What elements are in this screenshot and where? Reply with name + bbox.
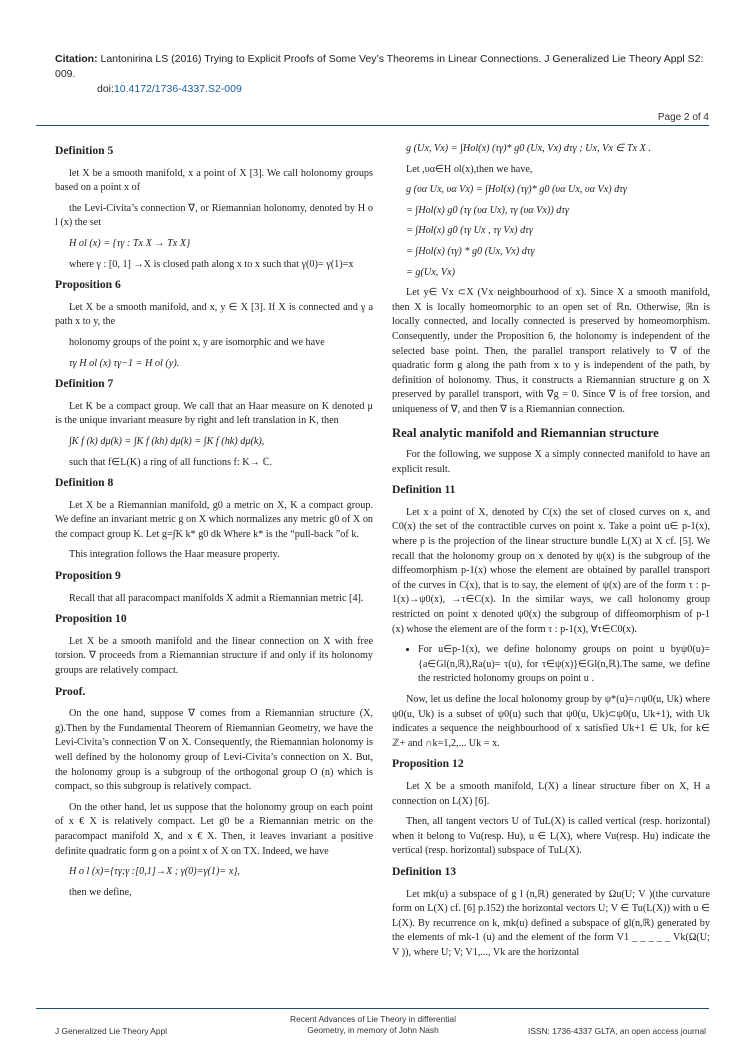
doi-prefix: doi: <box>97 83 114 95</box>
section-heading: Proposition 10 <box>55 612 127 626</box>
paragraph: Let mk(u) a subspace of g l (n,ℝ) generated by Ωu(U; V )(the curvature form on L(X) cf. [6] p.152) the horizontal vectors U; V ∈ Tu(L(X)) with u ∈ L(X). By recurrence on k, mk(u) defined a subspace of gl(n,ℝ) generated by the elements of mk-1 (u) and the element of the form V1 _ _ _ _ _ Vk(Ω(U; V )), where U; V; V1,..., Vk are the horizontal <box>392 888 710 958</box>
citation-label: Citation: <box>55 53 98 65</box>
equation: = g(Ux, Vx) <box>406 266 456 278</box>
equation: = ∫Hol(x) (τγ) * g0 (Ux, Vx) dτγ <box>406 245 535 257</box>
section-heading: Proposition 12 <box>392 757 464 771</box>
footer-rule <box>36 1008 709 1009</box>
right-column <box>392 138 710 967</box>
paragraph: Let X be a Riemannian manifold, g0 a metric on X, K a compact group. We define an invariant metric g on X which normalizes any metric g0 of X on the compact group K. Let g=∫K k* g0 dk Where k* is the “pull-back ”of k. <box>55 499 374 540</box>
paragraph: Let y∈ Vx ⊂X (Vx neighbourhood of x). Since X a smooth manifold, then X is locally homeomorphic to an open set of ℝn. Otherwise, ℝn is locally connected, and locally connected is preserved by homeomorphism. Consequently, under the Proposition 6, the holonomy is independent of the selected base point. Then, the parallel transport relatively to ∇ of the quadratic form g along the path from x to y is independent of the path, by definition of holonomy. Thus, it constructs a Riemannian structure g on X preserved by parallel transport, with ∇g = 0. Since ∇ is of free torsion, and uniqueness of ∇, and then ∇ is a Riemannian connection. <box>392 287 710 415</box>
paragraph: the Levi-Civita’s connection ∇, or Riemannian holonomy, denoted by H o l (x) the set <box>55 202 373 229</box>
equation: g (υα Ux, υα Vx) = ∫Hol(x) (τγ)* g0 (υα Ux, υα Vx) dτγ <box>406 184 627 196</box>
equation: = ∫Hol(x) g0 (τγ (υα Ux), τγ (υα Vx)) dτγ <box>406 204 570 216</box>
paragraph: Now, let us define the local holonomy group by ψ*(u)=∩ψ0(u, Uk) where ψ0(u, Uk) is a subset of ψ0(u) such that ψ0(u, Uk)⊂ψ0(u, Uk+1), with Uk indicates a sequence the neighbourhood of x satisfied Uk+1 ∈ Uk, for k∈ ℤ+ and ∩k=1,2,... Uk = x. <box>392 694 710 749</box>
section-heading: Definition 8 <box>55 476 114 490</box>
bullet-list <box>392 643 710 687</box>
equation: g (Ux, Vx) = ∫Hol(x) (τγ)* g0 (Ux, Vx) dτγ ; Ux, Vx ∈ Tx X . <box>406 143 651 154</box>
major-heading: Real analytic manifold and Riemannian structure <box>392 425 659 440</box>
paragraph: On the other hand, let us suppose that the holonomy group on each point of x € X is relatively compact. Let g0 be a Riemannian metric on the paracompact manifold X, and x € X. Then, it leaves invariant a positive definite quadratic form g on a point x of X on TX. Indeed, we have <box>55 801 373 857</box>
page-number: Page 2 of 4 <box>657 112 709 123</box>
paragraph: let X be a smooth manifold, x a point of X [3]. We call holonomy groups based on a point x of <box>55 167 373 194</box>
paragraph: such that f∈L(K) a ring of all functions f: K→ ℂ. <box>69 456 272 468</box>
section-heading: Proposition 6 <box>55 278 121 292</box>
footer-issue-title: Recent Advances of Lie Theory in differential Geometry, in memory of John Nash <box>290 1014 456 1035</box>
footer-journal: J Generalized Lie Theory Appl <box>55 1026 168 1036</box>
paragraph: where γ : [0, 1] →X is closed path along x to x such that γ(0)= γ(1)=x <box>69 258 354 270</box>
equation: = ∫Hol(x) g0 (τγ Ux , τγ Vx) dτγ <box>406 225 533 237</box>
section-heading: Definition 11 <box>392 483 456 497</box>
paragraph: Let X be a smooth manifold and the linear connection on X with free torsion. ∇ proceeds from a Riemannian structure if and only if its holonomy groups are relatively compact. <box>55 635 373 677</box>
section-heading: Definition 5 <box>55 144 114 157</box>
left-column <box>55 138 373 906</box>
equation: H ol (x) = {τγ : Tx X → Tx X} <box>69 237 191 249</box>
paragraph: For the following, we suppose X a simply connected manifold to have an explicit result. <box>392 449 710 475</box>
paragraph: Let X be a smooth manifold, L(X) a linear structure fiber on X, H a connection on L(X) [6]. <box>392 780 710 807</box>
paragraph: holonomy groups of the point x, y are isomorphic and we have <box>69 336 325 348</box>
section-heading: Proposition 9 <box>55 569 121 583</box>
paragraph: Let X be a smooth manifold, and x, y ∈ X [3]. If X is connected and γ a path x to y, the <box>55 301 373 328</box>
section-heading: Definition 7 <box>55 377 114 391</box>
equation: H o l (x)={τγ;γ :[0,1]→X ; γ(0)=γ(1)= x}, <box>69 866 240 878</box>
doi-link[interactable]: 10.4172/1736-4337.S2-009 <box>113 83 242 95</box>
paragraph: Let ,υα∈H ol(x),then we have, <box>406 163 533 175</box>
paragraph: Recall that all paracompact manifolds X admit a Riemannian metric [4]. <box>69 592 364 604</box>
citation-block <box>55 52 710 97</box>
section-heading: Proof. <box>55 684 86 698</box>
footer-issn: ISSN: 1736-4337 GLTA, an open access journal <box>528 1026 706 1036</box>
paragraph: This integration follows the Haar measure property. <box>69 549 280 561</box>
section-heading: Definition 13 <box>392 864 457 878</box>
equation: τγ H ol (x) τγ−1 = H ol (y). <box>69 357 180 369</box>
citation-text: Lantonirina LS (2016) Trying to Explicit Proofs of Some Vey’s Theorems in Linear Connections. J Generalized Lie Theory Appl S2: 009. <box>55 53 704 80</box>
bullet-item: • For u∈p-1(x), we define holonomy groups on point u byψ0(u)={a∈Gl(n,ℝ),Ra(u)= τ(u), for τ∈ψ(x)}∈Gl(n,ℝ).The same, we define the restricted holonomy groups on point u . <box>418 643 710 687</box>
paragraph: Then, all tangent vectors U of TuL(X) is called vertical (resp. horizontal) when it belong to Vu(resp. Hu), u ∈ L(X), where Vu(resp. Hu) indicate the vertical (resp. horizontal) subspace of TuL(X). <box>392 816 710 857</box>
paragraph: then we define, <box>69 886 132 898</box>
equation: ∫K f (k) dμ(k) = ∫K f (kh) dμ(k) = ∫K f (hk) dμ(k), <box>69 435 265 447</box>
paragraph: Let x a point of X, denoted by C(x) the set of closed curves on x, and C0(x) the set of the contractible curves on point x. Take a point u∈ p-1(x), where p is the projection of the linear structure bundle L(X) at X cf. [5]. We recall that the holonomy group on x denoted by ψ(x) is the subgroup of the diffeomorphism p-1(x) whose the element are obtained by parallel transport of the curves in C(x), that is to say, the element of ψ(x) are of the form τ : p-1(x)→ψ0(x), →τ∈C(x). In the similar ways, we call holonomy group restricted on point x denoted ψ0(x) the subgroup of diffeomorphism of p-1 (x) whose the element are of the form τ : p-1(x), ∀τ∈C0(x). <box>392 506 710 635</box>
paragraph: On the one hand, suppose ∇ comes from a Riemannian structure (X, g).Then by the Fundamental Theorem of Riemannian Geometry, we have the Levi-Civita’s connection ∇ on X. Consequently, the Riemannian holonomy is well defined by the holonomy group of Levi-Civita’s connection on X. But, the holonomy group is a subgroup of the orthogonal group O (n) which is compact, so this subgroup is relatively compact. <box>55 708 373 793</box>
paragraph: Let K be a compact group. We call that an Haar measure on K denoted μ is the unique invariant measure by right and left translation in K, then <box>55 400 373 427</box>
header-rule <box>36 125 709 126</box>
